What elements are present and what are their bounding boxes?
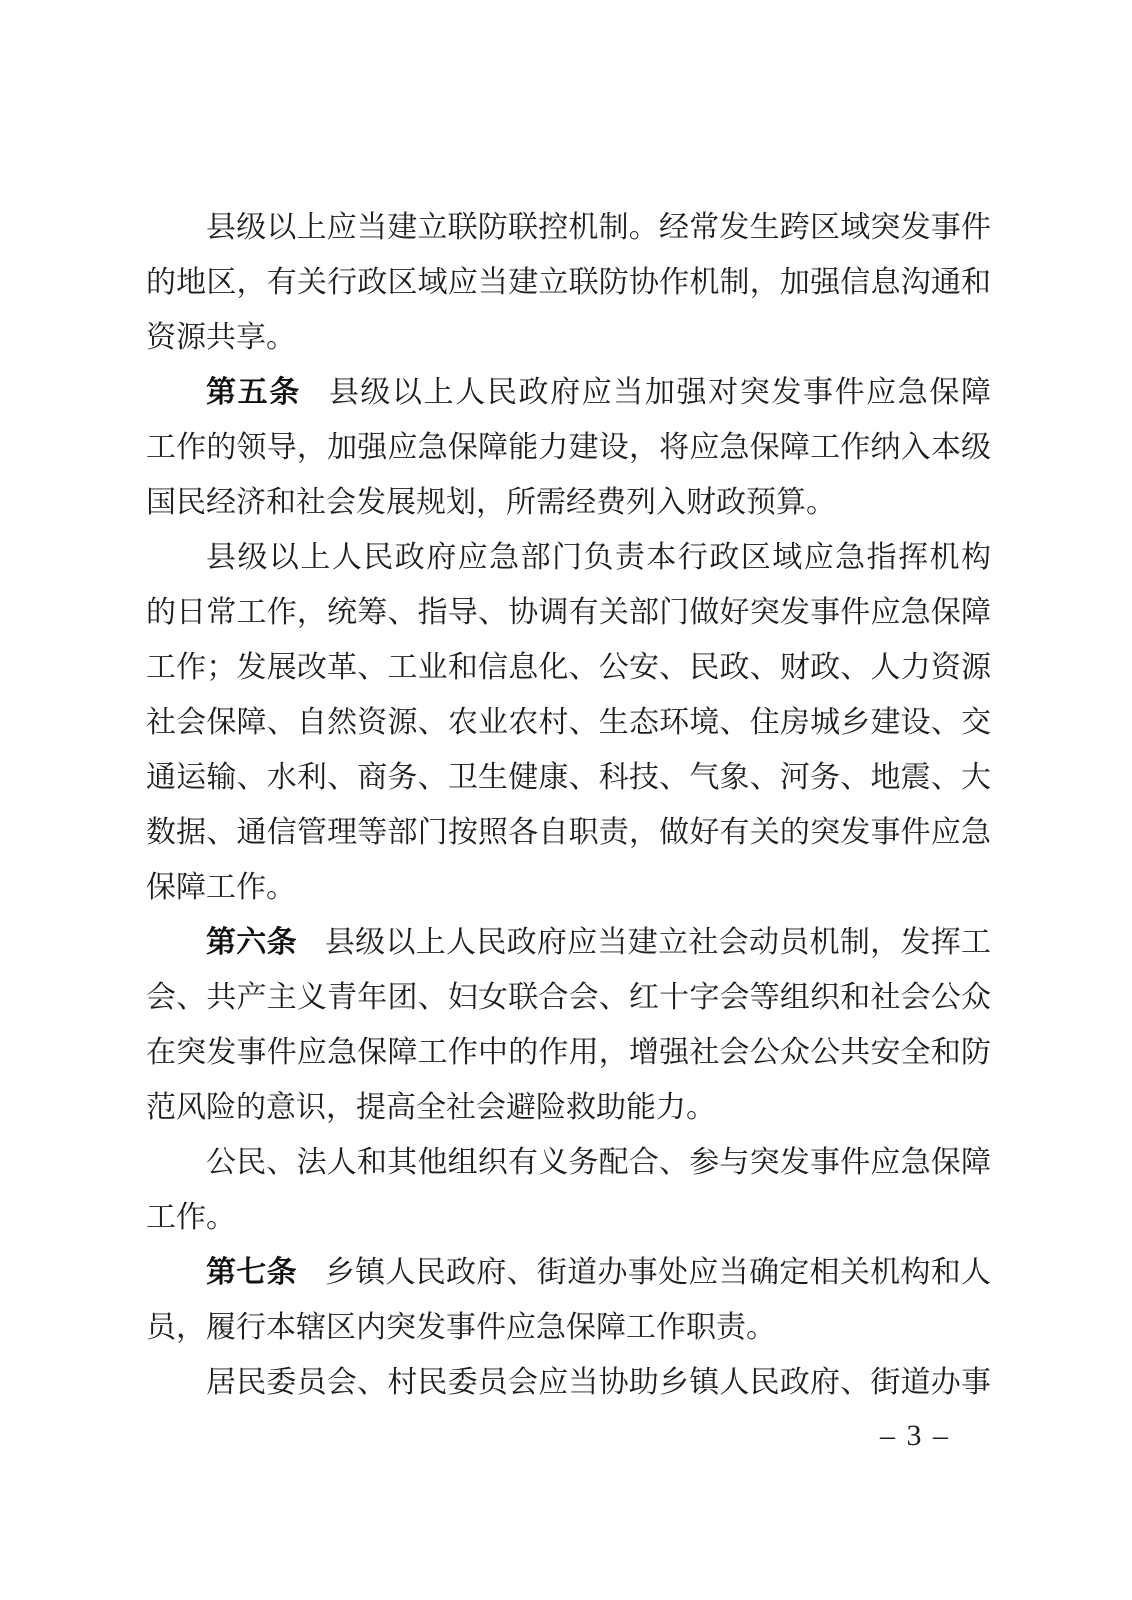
line-text: 县级以上人民政府应当加强对突发事件应急保障 xyxy=(328,376,992,409)
line-text: 范风险的意识，提高全社会避险救助能力。 xyxy=(146,1091,716,1124)
text-line xyxy=(146,915,991,970)
article-number-label: 第五条 xyxy=(206,376,301,409)
paragraph xyxy=(146,200,991,365)
paragraph xyxy=(146,365,991,530)
article-number-label: 第六条 xyxy=(206,926,297,959)
text-line xyxy=(146,255,991,310)
line-text: 会、共产主义青年团、妇女联合会、红十字会等组织和社会公众 xyxy=(146,981,991,1014)
text-line xyxy=(146,860,991,915)
line-text: 的地区，有关行政区域应当建立联防协作机制，加强信息沟通和 xyxy=(146,266,991,299)
line-text: 资源共享。 xyxy=(146,321,296,354)
text-line xyxy=(146,530,991,585)
line-text: 数据、通信管理等部门按照各自职责，做好有关的突发事件应急 xyxy=(146,816,991,849)
line-text: 保障工作。 xyxy=(146,871,296,904)
line-text: 县级以上应当建立联防联控机制。经常发生跨区域突发事件 xyxy=(206,211,991,244)
text-line xyxy=(146,1245,991,1300)
text-line xyxy=(146,420,991,475)
text-line xyxy=(146,310,991,365)
text-line xyxy=(146,1135,991,1190)
line-text: 在突发事件应急保障工作中的作用，增强社会公众公共安全和防 xyxy=(146,1036,991,1069)
line-text: 社会保障、自然资源、农业农村、生态环境、住房城乡建设、交 xyxy=(146,706,991,739)
text-line xyxy=(146,1025,991,1080)
text-line xyxy=(146,640,991,695)
line-text: 乡镇人民政府、街道办事处应当确定相关机构和人 xyxy=(324,1256,991,1289)
line-text: 工作。 xyxy=(146,1201,236,1234)
text-line xyxy=(146,1080,991,1135)
article-number-label: 第七条 xyxy=(206,1256,297,1289)
line-text: 员，履行本辖区内突发事件应急保障工作职责。 xyxy=(146,1311,776,1344)
paragraph xyxy=(146,530,991,915)
line-text: 的日常工作，统筹、指导、协调有关部门做好突发事件应急保障 xyxy=(146,596,991,629)
text-line xyxy=(146,970,991,1025)
text-line xyxy=(146,1300,991,1355)
text-line xyxy=(146,1355,991,1410)
text-line xyxy=(146,1190,991,1245)
line-text: 居民委员会、村民委员会应当协助乡镇人民政府、街道办事 xyxy=(206,1366,991,1399)
text-line xyxy=(146,750,991,805)
line-text: 通运输、水利、商务、卫生健康、科技、气象、河务、地震、大 xyxy=(146,761,991,794)
line-text: 工作的领导，加强应急保障能力建设，将应急保障工作纳入本级 xyxy=(146,431,991,464)
line-text: 公民、法人和其他组织有义务配合、参与突发事件应急保障 xyxy=(206,1146,991,1179)
line-text: 国民经济和社会发展规划，所需经费列入财政预算。 xyxy=(146,486,836,519)
line-text: 工作；发展改革、工业和信息化、公安、民政、财政、人力资源 xyxy=(146,651,991,684)
text-line xyxy=(146,805,991,860)
text-line xyxy=(146,695,991,750)
line-text: 县级以上人民政府应急部门负责本行政区域应急指挥机构 xyxy=(206,541,991,574)
paragraph xyxy=(146,1135,991,1245)
document-text-block xyxy=(146,200,991,1410)
text-line xyxy=(146,200,991,255)
page-number: – 3 – xyxy=(880,1419,950,1452)
text-line xyxy=(146,365,991,420)
line-text: 县级以上人民政府应当建立社会动员机制，发挥工 xyxy=(324,926,991,959)
paragraph xyxy=(146,1355,991,1410)
paragraph xyxy=(146,1245,991,1355)
text-line xyxy=(146,475,991,530)
paragraph xyxy=(146,915,991,1135)
text-line xyxy=(146,585,991,640)
